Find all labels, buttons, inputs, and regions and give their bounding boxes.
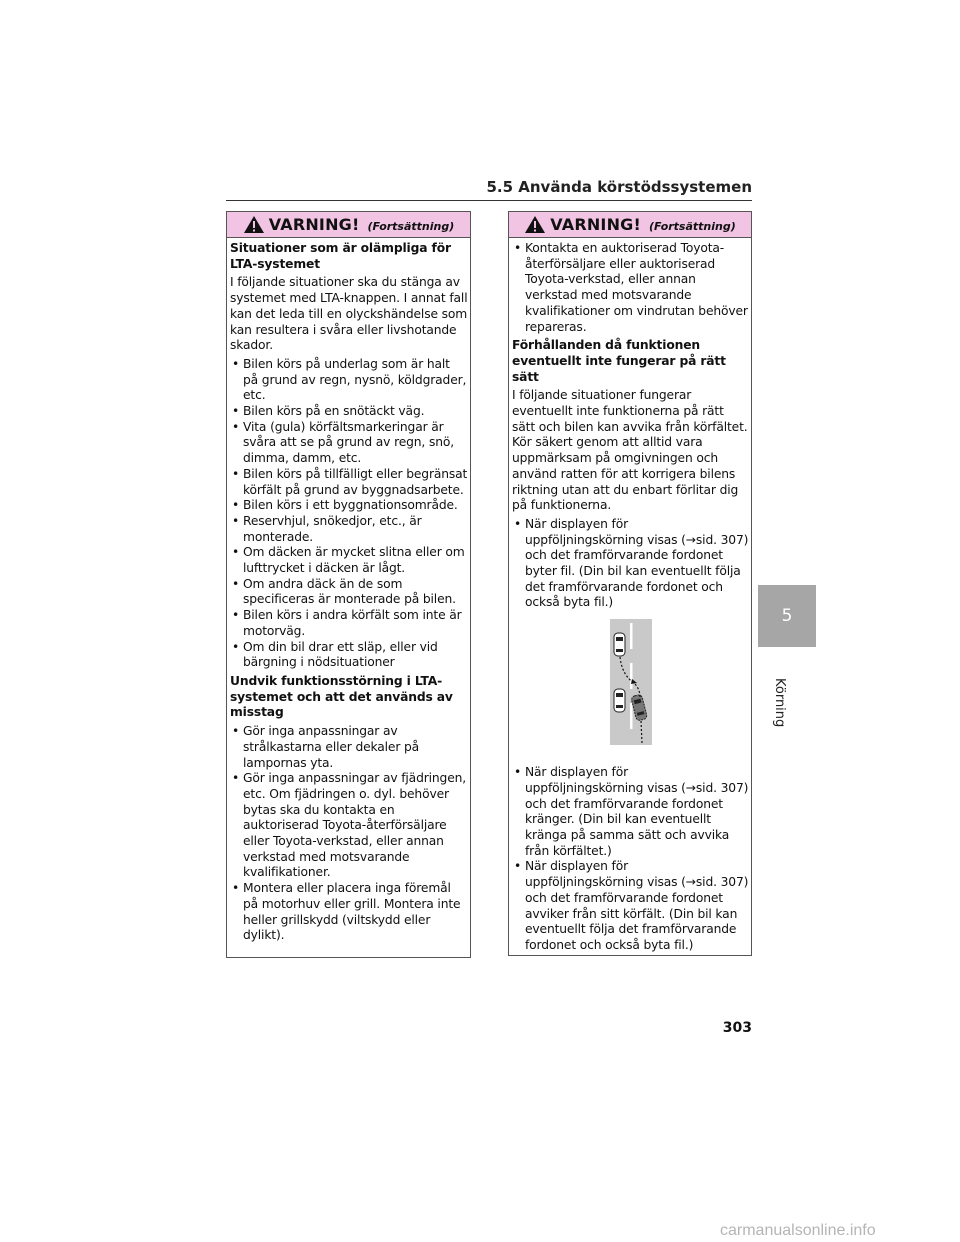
watermark: carmanualsonline.info: [720, 1222, 876, 1239]
list-item: • Bilen körs i ett byggnationsområde.: [230, 498, 468, 514]
list-item: • Om däcken är mycket slitna eller om lufttrycket i däcken är lågt.: [230, 545, 468, 576]
list-item: • Bilen körs på tillfälligt eller begränsat körfält på grund av byggnadsarbete.: [230, 467, 468, 498]
section-heading: Förhållanden då funktionen eventuellt inte fungerar på rätt sätt: [512, 338, 726, 384]
chapter-label: Körning: [772, 678, 787, 728]
warning-box-left: [226, 211, 471, 958]
warning-header: [509, 212, 751, 238]
warning-body-left: [227, 238, 470, 944]
warning-header: [227, 212, 470, 238]
page-number: 303: [722, 1020, 752, 1036]
warning-title: VARNING!: [550, 215, 641, 234]
car-icon: [614, 633, 625, 656]
bullet-list: [230, 357, 468, 671]
bullet-list: [512, 765, 749, 953]
warning-subtitle: (Fortsättning): [367, 219, 455, 233]
chapter-tab: 5: [758, 585, 816, 647]
bullet-list: [512, 241, 749, 335]
list-item: • Kontakta en auktoriserad Toyota-återförsäljare eller auktoriserad Toyota-verkstad, eller annan verkstad med motsvarande kvalifikationer om vindrutan behöver repareras.: [512, 241, 749, 335]
list-item: • När displayen för uppföljningskörning visas (→sid. 307) och det framförvarande fordonet kränger. (Din bil kan eventuellt kränga på samma sätt och avvika från körfältet.): [512, 765, 749, 859]
list-item: • Gör inga anpassningar av strålkastarna eller dekaler på lampornas yta.: [230, 724, 468, 771]
road-diagram: [610, 619, 652, 745]
list-item: • Om andra däck än de som specificeras är monterade på bilen.: [230, 577, 468, 608]
warning-box-right: [508, 211, 752, 956]
list-item: • Bilen körs på underlag som är halt på grund av regn, nysnö, köldgrader, etc.: [230, 357, 468, 404]
section-header: 5.5 Använda körstödssystemen: [486, 178, 752, 196]
intro-paragraph: I följande situationer fungerar eventuellt inte funktionerna på rätt sätt och bilen kan avvika från körfältet. Kör säkert genom att alltid vara uppmärksam på omgivningen och använd ratten för att korrigera bilens riktning utan att du enbart förlitar dig på funktionerna.: [512, 388, 748, 513]
lane-change-illustration: [512, 619, 749, 745]
list-item: • Bilen körs på en snötäckt väg.: [230, 404, 468, 420]
warning-triangle-icon: [243, 215, 265, 234]
list-item: • Om din bil drar ett släp, eller vid bärgning i nödsituationer: [230, 640, 468, 671]
list-item: • Montera eller placera inga föremål på motorhuv eller grill. Montera inte heller grillskydd (viltskydd eller dylikt).: [230, 881, 468, 944]
list-item: • Vita (gula) körfältsmarkeringar är svåra att se på grund av regn, snö, dimma, damm, etc.: [230, 420, 468, 467]
list-item: • Gör inga anpassningar av fjädringen, etc. Om fjädringen o. dyl. behöver bytas ska du kontakta en auktoriserad Toyota-återförsäljare eller Toyota-verkstad, eller annan verkstad med motsvarande kvalifikationer.: [230, 771, 468, 881]
list-item: • När displayen för uppföljningskörning visas (→sid. 307) och det framförvarande fordonet avviker från sitt körfält. (Din bil kan eventuellt följa det framförvarande fordonet och också byta fil.): [512, 859, 749, 953]
bullet-list: [512, 517, 749, 611]
car-icon: [614, 689, 625, 712]
warning-triangle-icon: [524, 215, 546, 234]
list-item: • Reservhjul, snökedjor, etc., är monterade.: [230, 514, 468, 545]
warning-body-right: [509, 238, 751, 954]
warning-title: VARNING!: [268, 215, 360, 234]
header-rule: [226, 200, 752, 201]
list-item: • Bilen körs i andra körfält som inte är motorväg.: [230, 608, 468, 639]
section-heading: Undvik funktionsstörning i LTA-systemet och att det används av misstag: [230, 673, 453, 720]
warning-subtitle: (Fortsättning): [649, 219, 736, 233]
bullet-list: [230, 724, 468, 944]
list-item: • När displayen för uppföljningskörning visas (→sid. 307) och det framförvarande fordonet byter fil. (Din bil kan eventuellt följa det framförvarande fordonet och också byta fil.): [512, 517, 749, 611]
intro-paragraph: I följande situationer ska du stänga av systemet med LTA-knappen. I annat fall kan det leda till en olyckshändelse som kan resultera i svåra eller livshotande skador.: [230, 275, 468, 353]
section-heading: Situationer som är olämpliga för LTA-systemet: [230, 241, 451, 271]
